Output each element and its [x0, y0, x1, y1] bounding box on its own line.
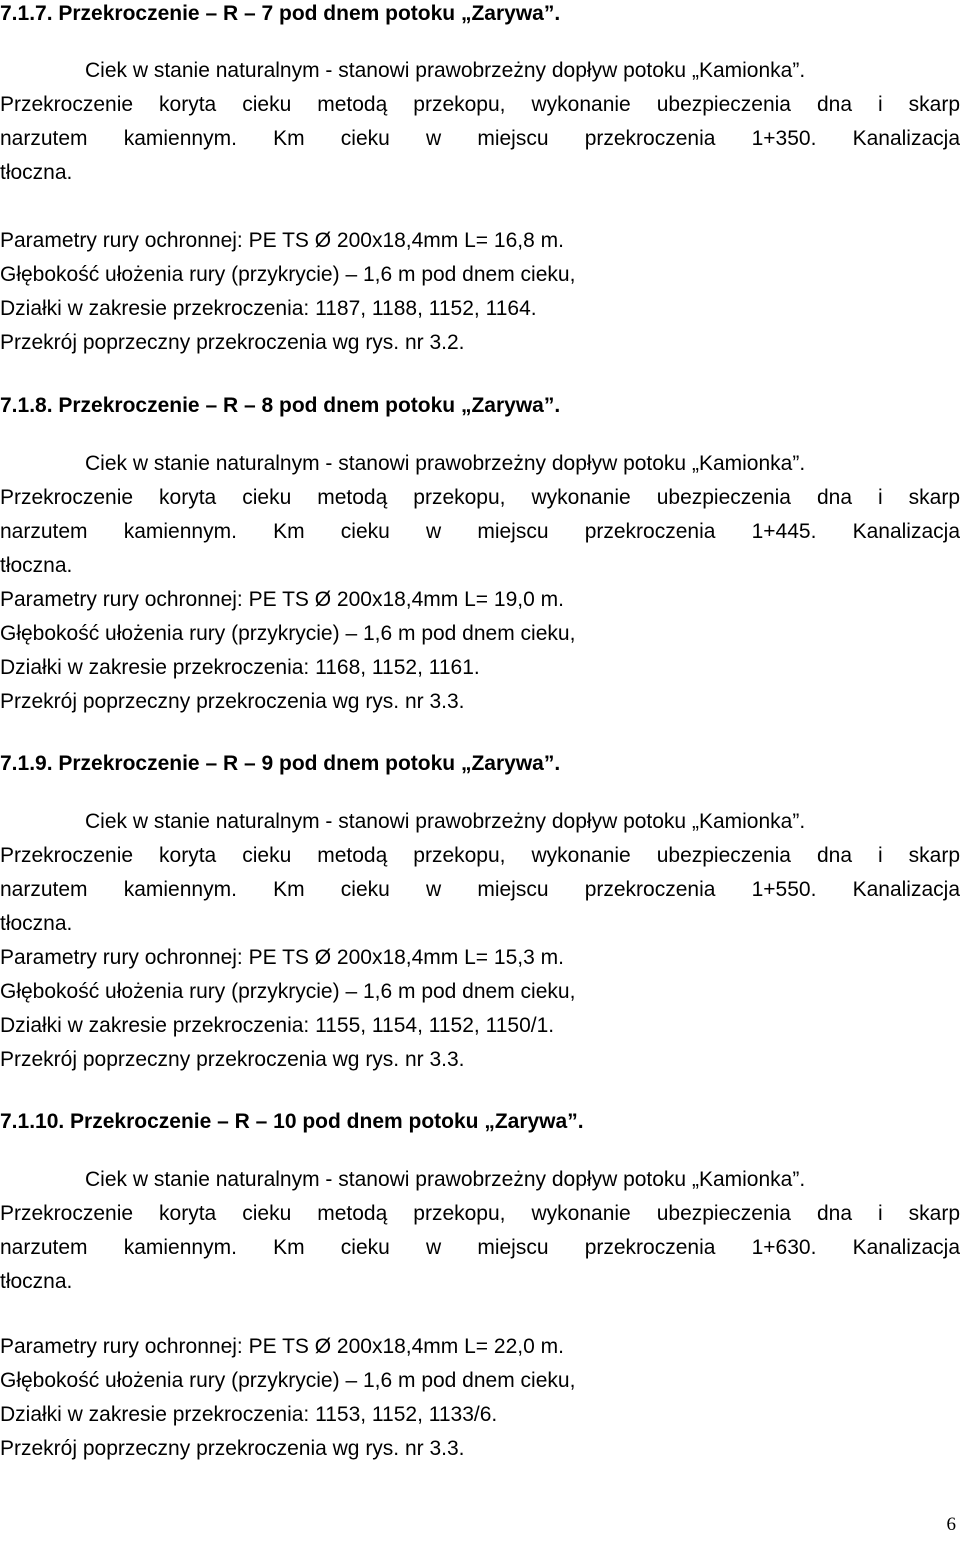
- section-method: Przekroczenie koryta cieku metodą przekopu, wykonanie ubezpieczenia dna i skarp: [0, 93, 960, 116]
- section-km: narzutem kamiennym. Km cieku w miejscu przekroczenia 1+445. Kanalizacja: [0, 520, 960, 543]
- section-km: narzutem kamiennym. Km cieku w miejscu przekroczenia 1+350. Kanalizacja: [0, 127, 960, 150]
- section-method: Przekroczenie koryta cieku metodą przekopu, wykonanie ubezpieczenia dna i skarp: [0, 844, 960, 867]
- section-plots: Działki w zakresie przekroczenia: 1168, 1152, 1161.: [0, 656, 480, 679]
- section-ref: Przekrój poprzeczny przekroczenia wg rys. nr 3.3.: [0, 1437, 465, 1460]
- section-heading: 7.1.9. Przekroczenie – R – 9 pod dnem potoku „Zarywa”.: [0, 752, 561, 775]
- section-km: narzutem kamiennym. Km cieku w miejscu przekroczenia 1+630. Kanalizacja: [0, 1236, 960, 1259]
- section-intro: Ciek w stanie naturalnym - stanowi prawobrzeżny dopływ potoku „Kamionka”.: [85, 452, 806, 475]
- section-heading: 7.1.10. Przekroczenie – R – 10 pod dnem potoku „Zarywa”.: [0, 1110, 584, 1133]
- section-intro: Ciek w stanie naturalnym - stanowi prawobrzeżny dopływ potoku „Kamionka”.: [85, 810, 806, 833]
- section-depth: Głębokość ułożenia rury (przykrycie) – 1,6 m pod dnem cieku,: [0, 263, 576, 286]
- section-heading: 7.1.8. Przekroczenie – R – 8 pod dnem potoku „Zarywa”.: [0, 394, 561, 417]
- section-params: Parametry rury ochronnej: PE TS Ø 200x18,4mm L= 16,8 m.: [0, 229, 564, 252]
- section-type: tłoczna.: [0, 1270, 73, 1293]
- section-plots: Działki w zakresie przekroczenia: 1153, 1152, 1133/6.: [0, 1403, 498, 1426]
- section-km: narzutem kamiennym. Km cieku w miejscu przekroczenia 1+550. Kanalizacja: [0, 878, 960, 901]
- section-heading: 7.1.7. Przekroczenie – R – 7 pod dnem potoku „Zarywa”.: [0, 2, 561, 25]
- section-intro: Ciek w stanie naturalnym - stanowi prawobrzeżny dopływ potoku „Kamionka”.: [85, 1168, 806, 1191]
- section-ref: Przekrój poprzeczny przekroczenia wg rys. nr 3.3.: [0, 690, 465, 713]
- section-type: tłoczna.: [0, 554, 73, 577]
- section-plots: Działki w zakresie przekroczenia: 1155, 1154, 1152, 1150/1.: [0, 1014, 555, 1037]
- section-depth: Głębokość ułożenia rury (przykrycie) – 1,6 m pod dnem cieku,: [0, 622, 576, 645]
- section-params: Parametry rury ochronnej: PE TS Ø 200x18,4mm L= 19,0 m.: [0, 588, 564, 611]
- section-ref: Przekrój poprzeczny przekroczenia wg rys. nr 3.3.: [0, 1048, 465, 1071]
- section-type: tłoczna.: [0, 912, 73, 935]
- section-params: Parametry rury ochronnej: PE TS Ø 200x18,4mm L= 22,0 m.: [0, 1335, 564, 1358]
- section-params: Parametry rury ochronnej: PE TS Ø 200x18,4mm L= 15,3 m.: [0, 946, 564, 969]
- section-method: Przekroczenie koryta cieku metodą przekopu, wykonanie ubezpieczenia dna i skarp: [0, 1202, 960, 1225]
- section-ref: Przekrój poprzeczny przekroczenia wg rys. nr 3.2.: [0, 331, 465, 354]
- section-intro: Ciek w stanie naturalnym - stanowi prawobrzeżny dopływ potoku „Kamionka”.: [85, 59, 806, 82]
- section-plots: Działki w zakresie przekroczenia: 1187, 1188, 1152, 1164.: [0, 297, 537, 320]
- section-type: tłoczna.: [0, 161, 73, 184]
- page-number: 6: [946, 1514, 956, 1535]
- section-depth: Głębokość ułożenia rury (przykrycie) – 1,6 m pod dnem cieku,: [0, 980, 576, 1003]
- section-depth: Głębokość ułożenia rury (przykrycie) – 1,6 m pod dnem cieku,: [0, 1369, 576, 1392]
- section-method: Przekroczenie koryta cieku metodą przekopu, wykonanie ubezpieczenia dna i skarp: [0, 486, 960, 509]
